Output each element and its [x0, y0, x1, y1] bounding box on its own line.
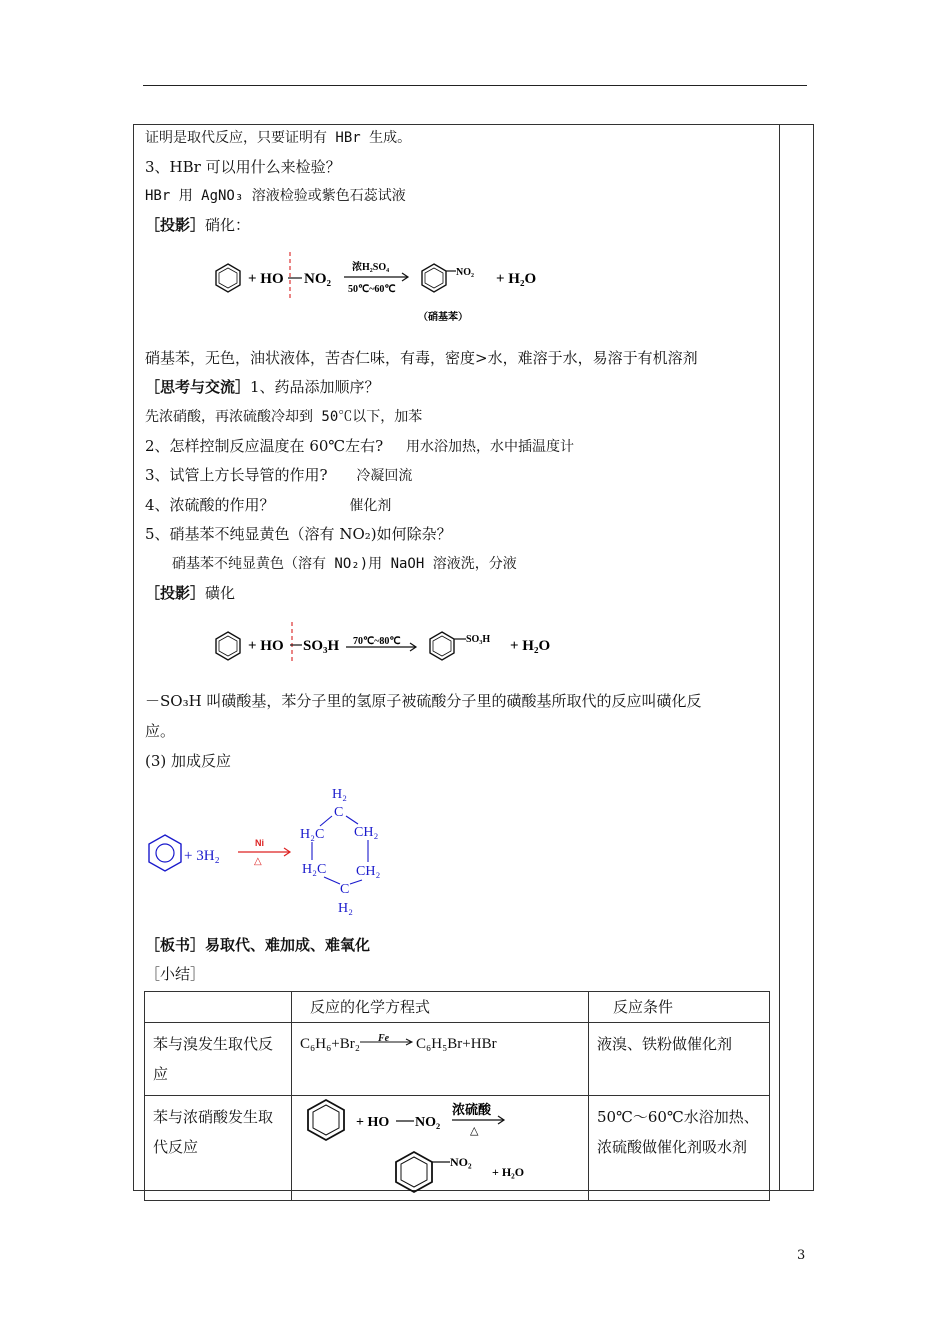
section-tag: ［思考与交流］ — [145, 378, 251, 396]
text-line: 应。 — [145, 722, 176, 740]
nitration-equation — [210, 252, 570, 332]
h2-top: H₂ — [332, 787, 347, 802]
ch2-right-bottom: CH₂ — [356, 864, 381, 879]
h2-reactant: + 3H₂ — [184, 848, 220, 864]
text-line: 3、HBr 可以用什么来检验？ — [145, 158, 341, 176]
c-top: C — [334, 805, 344, 820]
benzene-inner-icon — [219, 268, 237, 288]
benzene-inner-icon — [433, 636, 451, 656]
text-line — [145, 215, 250, 235]
table-row — [145, 1096, 770, 1201]
page-number: 3 — [797, 1248, 806, 1263]
arrow-with-catalyst — [360, 1032, 416, 1052]
header-rule — [143, 85, 807, 86]
no2-text: NO₂ — [415, 1115, 441, 1130]
question-text: 2、怎样控制反应温度在 60℃左右? — [145, 437, 384, 455]
aromatic-circle-icon — [156, 844, 174, 862]
bond-line — [324, 877, 340, 884]
reactant-text: + HO — [356, 1115, 390, 1130]
table-header-cell: 反应的化学方程式 — [292, 992, 589, 1023]
answer-text: 用水浴加热，水中插温度计 — [406, 439, 575, 455]
text-line: 5、硝基苯不纯显黄色（溶有 NO₂)如何除杂？ — [145, 525, 452, 543]
so3h-text: SO₃H — [303, 638, 340, 654]
nitration-equation-small — [292, 1096, 576, 1200]
h2c-left-top: H₂C — [300, 827, 325, 842]
condition-top: 浓H₂SO₄ — [352, 262, 390, 273]
no2-text: NO₂ — [304, 271, 331, 287]
table-row — [145, 1023, 770, 1096]
c-bottom: C — [340, 882, 350, 897]
bond-line — [350, 880, 362, 884]
bond-line — [346, 816, 358, 824]
product-group: NO₂ — [456, 267, 474, 278]
catalyst-text: Fe — [378, 1032, 390, 1044]
section-tag: ［投影］ — [145, 216, 206, 234]
reactant-text: + HO — [248, 271, 284, 287]
heat-symbol: △ — [254, 856, 262, 867]
h2c-left-bottom: H₂C — [302, 862, 327, 877]
eq-right: C₆H₅Br+HBr — [416, 1036, 497, 1052]
condition: 70℃~80℃ — [353, 636, 401, 647]
benzene-ring-icon — [149, 835, 181, 871]
sulfonation-equation — [210, 620, 570, 670]
text-line: HBr 用 AgNO₃ 溶液检验或紫色石蕊试液 — [145, 188, 406, 204]
water-text: + H₂O — [492, 1165, 525, 1179]
benzene-inner-icon — [401, 1157, 427, 1187]
catalyst-text: 浓硫酸 — [452, 1103, 492, 1118]
condition-cell: 50℃～60℃水浴加热、浓硫酸做催化剂吸水剂 — [589, 1096, 770, 1201]
answer-text: 冷凝回流 — [356, 468, 413, 484]
section-text: 1、药品添加顺序？ — [250, 378, 380, 396]
text-line — [145, 465, 412, 486]
addition-equation — [140, 780, 420, 920]
text-line: 硝基苯不纯显黄色（溶有 NO₂)用 NaOH 溶液洗，分液 — [172, 556, 517, 572]
text-line: (3) 加成反应 — [145, 752, 232, 770]
equation-cell — [292, 1023, 589, 1096]
text-line: 先浓硝酸，再浓硫酸冷却到 50℃以下，加苯 — [145, 409, 423, 425]
equation-cell — [292, 1096, 589, 1201]
section-text: 磺化 — [205, 584, 236, 602]
reaction-name-cell: 苯与浓硝酸发生取代反应 — [145, 1096, 292, 1201]
condition-cell: 液溴、铁粉做催化剂 — [589, 1023, 770, 1096]
text-line: －SO₃H 叫磺酸基，苯分子里的氢原子被硫酸分子里的磺酸基所取代的反应叫磺化反 — [145, 692, 702, 710]
table-header-cell: 反应条件 — [589, 992, 770, 1023]
section-text: 硝化： — [205, 216, 251, 234]
product-group: NO₂ — [450, 1155, 472, 1169]
benzene-inner-icon — [425, 268, 443, 288]
summary-label: ［小结］ — [145, 965, 206, 983]
section-tag: ［投影］ — [145, 584, 206, 602]
table-header-cell — [145, 992, 292, 1023]
product-name: （硝基苯） — [418, 312, 468, 323]
text-line: 证明是取代反应，只要证明有 HBr 生成。 — [145, 130, 412, 146]
text-line: 硝基苯，无色，油状液体，苦杏仁味，有毒，密度>水，难溶于水，易溶于有机溶剂 — [145, 349, 698, 367]
bond-line — [320, 816, 332, 826]
question-text: 4、浓硫酸的作用？ — [145, 496, 275, 514]
answer-text: 催化剂 — [349, 498, 392, 514]
water-text: + H₂O — [496, 271, 537, 287]
reaction-name-cell: 苯与溴发生取代反应 — [145, 1023, 292, 1096]
text-line — [145, 377, 380, 397]
condition-bottom: 50℃~60℃ — [348, 284, 396, 295]
text-line — [145, 436, 574, 457]
product-group: SO₃H — [466, 634, 491, 645]
table-row — [145, 992, 770, 1023]
heat-symbol: △ — [470, 1124, 479, 1137]
arrow-icon — [360, 1038, 416, 1052]
board-note: ［板书］易取代、难加成、难氧化 — [145, 936, 371, 954]
eq-left: C₆H₆+Br₂ — [300, 1036, 360, 1052]
catalyst-text: Ni — [255, 838, 264, 848]
benzene-inner-icon — [313, 1105, 339, 1135]
question-text: 3、试管上方长导管的作用? — [145, 466, 328, 484]
ch2-right-top: CH₂ — [354, 825, 379, 840]
water-text: + H₂O — [510, 638, 551, 654]
margin-column-divider — [779, 124, 780, 1191]
text-line — [145, 495, 391, 516]
text-line — [145, 583, 235, 603]
reactant-text: + HO — [248, 638, 284, 654]
h2-bottom: H₂ — [338, 901, 353, 916]
summary-table — [144, 991, 770, 1201]
benzene-inner-icon — [219, 636, 237, 656]
